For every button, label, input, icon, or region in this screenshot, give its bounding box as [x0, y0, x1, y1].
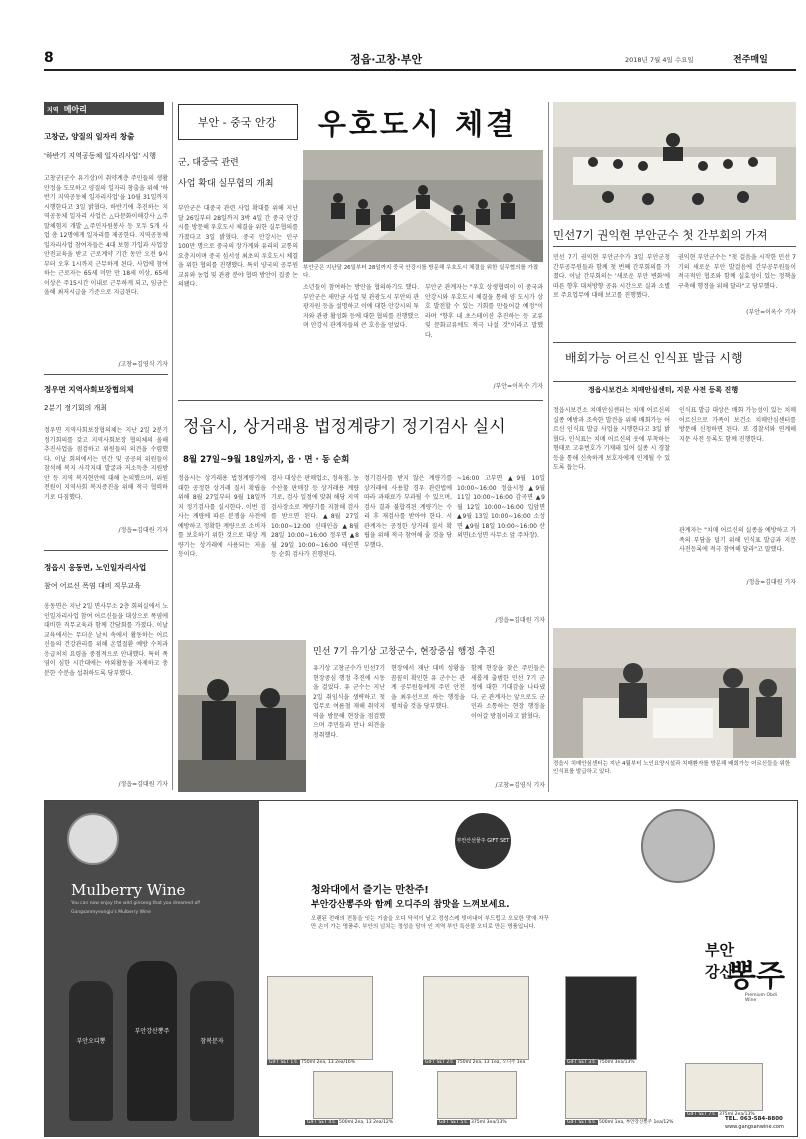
right-story-title: 배회가능 어르신 인식표 발급 시행 [565, 351, 743, 365]
brief1-byline: /고창=김영식 기자 [118, 361, 168, 368]
ad-contact: TEL. 063-584-8800 [725, 1116, 783, 1122]
brief1-title: 고창군, 양질의 일자리 창출 [44, 132, 135, 141]
ad-brand: Mulberry Wine [71, 881, 186, 899]
bottle-2 [127, 961, 177, 1121]
ad-logo-line1: 부안 [705, 941, 734, 959]
gochang-body1: 유기상 고창군수가 민선7기 현장중심 행정 추진에 시동을 걸었다. 유 군수는 지난 2일 취임식을 생략하고 첫 업무로 여름철 재해 취약지역을 방문해 현장을 점검했으며 주민들과 만나 의견을 청취했다. [313, 665, 385, 739]
main-story-byline: /정읍=김대원 기자 [495, 617, 545, 624]
ad-headline: 청와대에서 즐기는 만찬주! [311, 885, 429, 896]
gochang-byline: /고창=김영식 기자 [495, 782, 545, 789]
feature2-title-rule [553, 246, 796, 247]
gift-box-5 [437, 1071, 517, 1119]
gift-set-1-spec: 750ml 2ea, 13 2ea/16% [301, 1060, 355, 1065]
gift-set-7-label: GIFT SET 7호 [687, 1112, 716, 1117]
ad-gift-badge: 부안산선물주 GIFT SET [455, 813, 511, 869]
feature2-byline: (부안=이옥수 기자 [746, 309, 796, 316]
gochang-photo [178, 640, 306, 792]
gift-box-3 [565, 976, 637, 1060]
main-story-body4: ~16:00 고부면 ▲9월 10일 10:00~16:00 정읍시청 ▲9월 11일 10:00~16:00 감곡면 ▲9월 12일 10:00~16:00 입암면 ▲9월 13일 10:00~16:00 소성면 ▲9월 18일 10:00~16:00 산외면(소성면 사무소 앞 주차장). [457, 475, 545, 539]
issue-date: 2018년 7월 4일 수요일 [625, 56, 694, 64]
right-story-body1: 정읍시보건소 치매안심센터는 치매 어르신의 실종 예방과 조속한 발견을 위해 배회가능 어르신 인식표 발급 사업을 시행한다고 3일 밝혔다. 인식표는 치매 어르신의 옷에 부착하는 형태로 고유번호가 기재돼 있어 실종 시 경찰 등을 통해 신속하게 보호자에게 인계될 수 있도록 돕는다. [553, 407, 670, 471]
page-number: 8 [44, 50, 54, 66]
gift-set-4 [305, 1119, 393, 1125]
gift-set-6-label: GIFT SET 6호 [567, 1120, 596, 1125]
bottle-3 [190, 981, 234, 1121]
ad-logo-line2: 강산 [705, 963, 734, 981]
brief2-title: 정우면 지역사회보장협의체 [44, 385, 134, 394]
ad-logo-circle [67, 813, 119, 865]
gift-set-4-spec: 500ml 2ea, 13 2ea/12% [339, 1120, 393, 1125]
newspaper-name: 전주매일 [733, 55, 768, 65]
gochang-body3: 함께 현장을 찾은 주민들은 새롭게 출범한 민선 7기 군정에 대한 기대감을 나타냈다. 군 관계자는 앞으로도 군민과 소통하는 현장 행정을 이어갈 방침이라고 밝혔다. [471, 665, 545, 720]
brief1-subtitle: '하반기 지역공동체 일자리사업' 시행 [44, 152, 156, 160]
gift-set-5-label: GIFT SET 5호 [439, 1120, 468, 1125]
wine-ad [44, 800, 798, 1137]
gift-box-6 [565, 1071, 647, 1119]
ad-body: 오랜된 전래의 전통을 잇는 기술을 오디 닥석이 날고 정성스레 빚어내어 부드럽고 오묘한 맛에 자꾸만 손이 가는 명품주. 부안의 넘치는 정성을 담아 인 지역 부안 특산물 오디로 만든 명품입니다. [311, 916, 549, 930]
main-story-top-rule [178, 400, 543, 401]
gift-set-7-spec: 375ml 2ea/13% [719, 1112, 755, 1117]
right-story-subtitle: 정읍시보건소 치매안심센터, 지문 사전 등록 진행 [588, 386, 739, 394]
brief2-byline: /정읍=김대원 기자 [118, 527, 168, 534]
gift-set-3 [565, 1059, 635, 1065]
gift-box-2 [423, 976, 529, 1060]
feature2-body1: 민선 7기 권익현 부안군수가 3일 부안군청 간부공무원들과 함께 첫 번째 간부회의를 가졌다. 이날 간부회의는 '새로운 부안 변화'에 따른 향후 대처방향 공유 시간으로 실과 소별로 주요업무에 대해 보고를 진행했다. [553, 254, 670, 299]
left-divider-1 [44, 374, 168, 375]
gift-box-4 [313, 1071, 393, 1119]
feature1-byline: /부안=이옥수 기자 [493, 383, 543, 390]
brief2-subtitle: 2분기 정기회의 개최 [44, 404, 107, 412]
gift-set-1-label: GIFT SET 1호 [269, 1060, 298, 1065]
feature1-body2: 소년들이 참여하는 방안을 협의하기도 했다. 부안군은 새만금 사업 및 관광도시 부안의 관광자원 등을 설명하고 이에 대한 안강시의 투자와 관광 활성화 등에 대한 협의를 진행했으며 안강시 관계자들의 큰 호응을 얻었다. [303, 284, 419, 329]
gift-set-4-label: GIFT SET 4호 [307, 1120, 336, 1125]
meeting-photo-art [303, 150, 543, 262]
feature1-body1: 부안군은 대중국 관련 사업 확대를 위해 지난달 26일부터 28일까지 3박 4일 간 중국 안강시를 방문해 우호도시 체결을 위한 실무협의를 가졌다고 3일 밝혔다. 중국 안강시는 인구 100만 명으로 중국의 장가계와 유리의 교통의 요충지이며 중국 섬서성 최초의 우호도시 체결을 위한 협의를 진행했다. 특히 양국의 공무원 교류와 농업 및 관광 분야 협력 방안이 집중 논의됐다. [178, 205, 298, 288]
gift-set-5-spec: 375ml 3ea/13% [471, 1120, 507, 1125]
gift-set-5 [437, 1119, 507, 1125]
brief1-body: 고창군(군수 유기상)이 취약계층 주민들의 생활 안정을 도모하고 양질의 일자리 창출을 위해 '하반기 지역공동체 일자리사업'을 10월 31일까지 시행한다고 3일 밝혔다. 하반기에 추진하는 지역공동체 일자리 사업은 △다문화이해강사 △주말체험지 개발 △주민자원봉사 등 모두 5개 사업 총 12명에게 일자리를 제공한다. 지역공동체일자리사업 참여자들은 4대 보험 가입과 사업장 안전교육을 받고 근로계약 기간 동안 오전 9시부터 오후 1시까지 근무하게 된다. 사업에 참여하는 근로자는 65세 미만 만 18세 이상, 65세 이상은 주15시간 이내로 근무하게 되고, 임금은 올해 최저시급을 기준으로 지급된다. [44, 175, 168, 296]
ad-tagline: 부안강산뽕주와 함께 오디주의 참맛을 느껴보세요. [311, 900, 510, 910]
ad-logo-big: 뽕주 [727, 959, 785, 994]
feature2-title: 민선7기 권익현 부안군수 첫 간부회의 가져 [553, 228, 768, 242]
feature1-sub2: 사업 확대 실무협의 개최 [178, 179, 274, 189]
ad-mascot [641, 809, 715, 883]
main-story-headline: 정읍시, 상거래용 법정계량기 정기검사 실시 [183, 417, 506, 437]
gochang-photo-art [178, 640, 306, 792]
elderly-photo-caption: 정읍시 치매안심센터는 지난 4월부터 노인요양시설과 치매환자를 방문해 배회가능 어르신들을 위한 인식표를 발급하고 있다. [553, 761, 791, 775]
gift-set-2 [423, 1059, 525, 1065]
meeting-photo [303, 150, 543, 262]
gift-set-3-spec: 750ml 3ea/13% [599, 1060, 635, 1065]
masthead-rule [44, 69, 796, 71]
gift-set-3-label: GIFT SET 3호 [567, 1060, 596, 1065]
brief3-body: 옹동면은 지난 2일 면사무소 2층 회의실에서 노인일자리사업 참여 어르신들을 대상으로 폭염에 대비한 직무교육과 함께 간담회를 가졌다. 이날 교육에서는 무더운 날씨 속에서 활동하는 어르신들의 건강관리를 위해 온열질환 예방 수칙과 응급처치 요령을 중점적으로 안내했다. 특히 폭염이 심한 시간대에는 야외활동을 자제하고 충분한 수분을 섭취하도록 당부했다. [44, 603, 168, 677]
elderly-photo [553, 628, 796, 758]
right-story-body2: 인식표 발급 대상은 배회 가능성이 있는 치매 어르신으로 가족이 보건소 치매안심센터를 방문해 신청하면 된다. 또 경찰서와 연계해 지문 사전 등록도 함께 진행한다. [679, 407, 796, 443]
gift-box-1 [267, 976, 373, 1060]
bottle-1-label: 부안오디뽕 [76, 1038, 106, 1045]
section-title: 정읍·고창·부안 [350, 53, 423, 66]
right-story-byline: /정읍=김대원 기자 [746, 579, 796, 586]
ad-brand-en-sub: You can now enjoy the wild ginseng that you dreamed of! [71, 901, 201, 906]
gift-set-6-spec: 500ml 1ea, 부안강산뽕주 1ea/12% [599, 1120, 674, 1125]
main-story-subtitle: 8월 27일~9월 18일까지, 읍 · 면 · 동 순회 [183, 455, 350, 465]
feature1-kicker: 부안 - 중국 안강 [197, 116, 277, 129]
gochang-body2: 현장에서 재난 대비 상황을 꼼꼼히 확인한 유 군수는 관계 공무원들에게 주민 안전을 최우선으로 하는 행정을 펼쳐줄 것을 당부했다. [391, 665, 465, 710]
main-story-body1: 정읍시는 상거래용 법정계량기에 대한 공정한 상거래 질서 확립을 위해 8월 27일부터 9월 18일까지 정기검사를 실시한다. 이번 검사는 계량에 따른 분쟁을 사전에 예방하고 정확한 계량으로 소비자를 보호하기 위한 것으로 대상 계량기는 상거래에 사용되는 저울 등이다. [178, 475, 266, 558]
gift-set-2-spec: 750ml 2ea, 13 1ea, 오디주 1ea [457, 1060, 526, 1065]
right-story-body3: 관계자는 "치매 어르신의 실종을 예방하고 가족의 부담을 덜기 위해 인식표 발급과 지문 사전등록에 적극 참여해 달라"고 말했다. [679, 527, 796, 553]
main-story-body2: 검사 대상은 판매업소, 정육점, 농수산물 판매장 등 상거래용 계량기로, 검사 일정에 맞춰 해당 지역 검사장소로 계량기를 지참해 검사를 받으면 된다. ▲8월 27일 10:00~12:00 신태인읍 ▲8월 28일 10:00~16:00 정우면 ▲8월 29일 10:00~16:00 태인면 등 순회 검사가 진행된다. [271, 475, 359, 558]
left-divider-2 [44, 550, 168, 551]
gift-set-1 [267, 1059, 355, 1065]
feature1-body3: 부안군 관계자는 "우호 상생협력이 이 중국과 안강시와 우호도시 체결을 통해 양 도시가 상호 발전할 수 있는 기회를 만들어갈 예정"이라며 "향후 내 초스테이션 추진하는 등 교류 및 문화교류에도 적극 나설 것"이라고 말했다. [425, 284, 543, 339]
feature1-headline: 우호도시 체결 [318, 107, 518, 141]
bottle-1 [69, 981, 113, 1121]
left-column-rule [172, 102, 173, 790]
meeting-photo-caption: 부안군은 지난달 26일부터 28일까지 중국 안강시를 방문해 우호도시 체결을 위한 실무협의를 가졌다. [303, 265, 539, 279]
feature1-sub1: 군, 대중국 관련 [178, 158, 239, 168]
main-story-body3: 정기검사를 받지 않은 계량기를 상거래에 사용할 경우 관련법에 따라 과태료가 부과될 수 있으며, 검사 결과 불합격된 계량기는 수리 후 재검사를 받아야 한다. 시 관계자는 공정한 상거래 질서 확립을 위해 적극 참여해 줄 것을 당부했다. [364, 475, 452, 549]
mid-column-rule [548, 102, 549, 792]
bottle-2-label: 부안강산뽕주 [134, 1028, 170, 1035]
bottle-3-label: 참복분자 [200, 1038, 224, 1045]
gift-set-6 [565, 1119, 677, 1125]
ad-logo-sub: Premium Obdi Wine [745, 993, 777, 1003]
local-label [47, 104, 87, 115]
gift-set-2-label: GIFT SET 2호 [425, 1060, 454, 1065]
gift-box-7 [685, 1063, 763, 1111]
staff-meeting-photo [553, 102, 796, 220]
brief3-byline: /정읍=김대원 기자 [118, 781, 168, 788]
local-label-text: 지역 [47, 107, 59, 114]
feature2-body2: 권익현 부안군수는 "첫 걸음을 시작한 민선 7기의 새로운 부안 발걸음에 간부공무원들이 적극적인 협조와 함께 실효성이 있는 정책을 구축해 행정을 위해 달라"고 당부했다. [678, 254, 796, 290]
local-title-text: 메아리 [63, 105, 87, 114]
staff-meeting-photo-art [553, 102, 796, 220]
elderly-photo-art [553, 628, 796, 758]
ad-web: www.gangsanwine.com [725, 1124, 784, 1130]
gochang-title: 민선 7기 유기상 고창군수, 현장중심 행정 추진 [313, 647, 496, 657]
brief2-body: 정우면 지역사회보장협의체는 지난 2일 2분기 정기회의를 갖고 지역사회보장 협의체의 올해 추진사업을 점검하고 위원들의 의견을 수렴했다. 이날 회의에서는 민간 및 공공의 위원들이 참석해 복지 사각지대 발굴과 저소득층 지원방안 등 지역 복지현안에 대해 논의했으며, 위원 전원이 지역사회 복지증진을 위해 적극 협력하기로 다짐했다. [44, 427, 168, 501]
brief3-subtitle: 참여 어르신 폭염 대비 직무교육 [44, 582, 141, 590]
brief3-title: 정읍시 옹동면, 노인일자리사업 [44, 563, 147, 572]
ad-brand-sub: Gangsanmyeongju's Mulberry Wine [71, 910, 151, 915]
